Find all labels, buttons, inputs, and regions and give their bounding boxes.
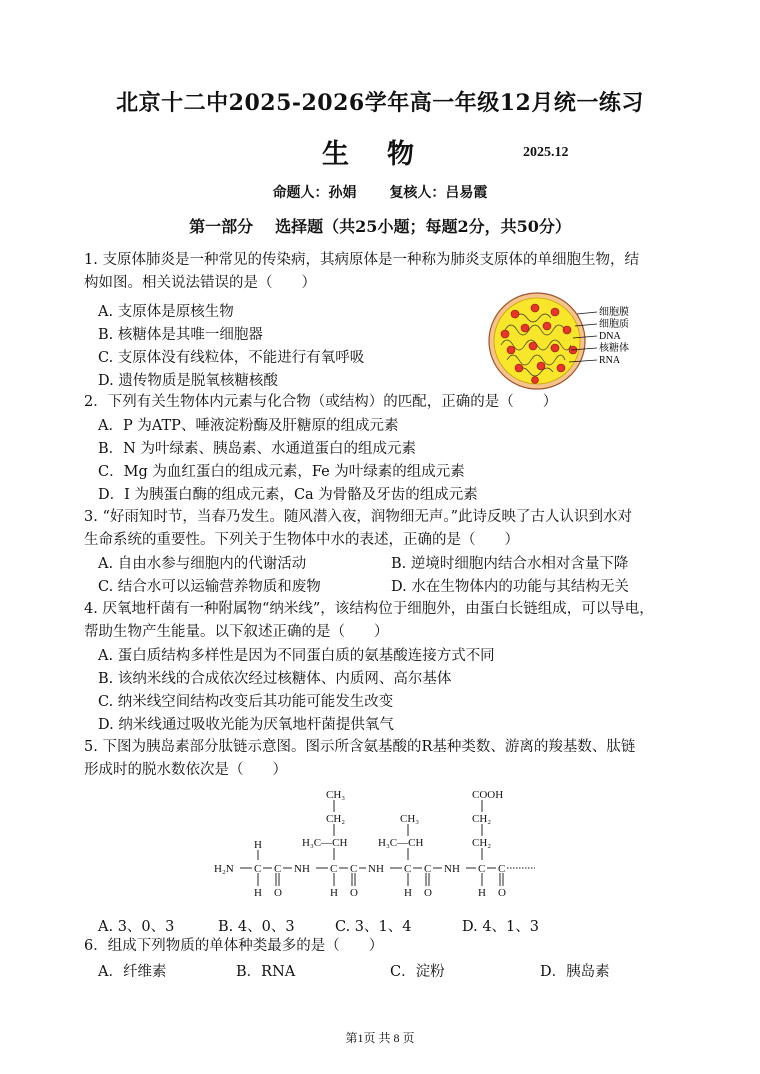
section-heading [0, 214, 760, 237]
q2-option-b: B．N 为叶绿素、胰岛素、水通道蛋白的组成元素 [98, 441, 416, 457]
peptide-structure-diagram [200, 780, 540, 905]
atom-nh: NH [368, 863, 384, 875]
q4-option-c: C. 纳米线空间结构改变后其功能可能发生改变 [98, 694, 394, 710]
mycoplasma-diagram [485, 290, 665, 392]
q1-stem-line2: 构如图。相关说法错误的是（ ） [84, 275, 316, 291]
setter: 命题人：孙娟 [272, 185, 357, 201]
q4-option-b: B. 该纳米线的合成依次经过核糖体、内质网、高尔基体 [98, 671, 452, 687]
atom-c: C [254, 863, 262, 875]
label-rna: RNA [599, 355, 621, 366]
h3c-ch-group: H₃C—CH [378, 837, 424, 849]
cooh-group: COOH [472, 789, 504, 801]
q1-option-c: C. 支原体没有线粒体，不能进行有氧呼吸 [98, 350, 365, 366]
ch3-group: CH₃ [326, 789, 346, 801]
atom-h: H [478, 887, 486, 899]
q2-stem: 2．下列有关生物体内元素与化合物（或结构）的匹配，正确的是（ ） [84, 394, 558, 410]
label-ribosome: 核糖体 [599, 343, 629, 354]
q2-option-c: C．Mg 为血红蛋白的组成元素，Fe 为叶绿素的组成元素 [98, 464, 465, 480]
q1-stem-line1: 1. 支原体肺炎是一种常见的传染病，其病原体是一种称为肺炎支原体的单细胞生物，结 [84, 252, 639, 268]
atom-c: C [424, 863, 432, 875]
subject-title: 生物 [322, 139, 452, 170]
q5-option-a: A. 3、0、3 [98, 919, 175, 935]
atom-nh: NH [444, 863, 460, 875]
exam-date: 2025.12 [523, 145, 569, 160]
q6-option-a: A．纤维素 [98, 964, 167, 980]
section-desc: 选择题（共25小题；每题2分，共50分） [275, 217, 571, 236]
q4-stem-line1: 4. 厌氧地杆菌有一种附属物“纳米线”，该结构位于细胞外，由蛋白长链组成，可以导电， [84, 601, 654, 617]
q5-option-b: B. 4、0、3 [218, 919, 295, 935]
q1-option-d: D. 遗传物质是脱氧核糖核酸 [98, 373, 278, 389]
q4-stem-line2: 帮助生物产生能量。以下叙述正确的是（ ） [84, 624, 389, 640]
q6-option-d: D．胰岛素 [540, 964, 610, 980]
authors-line [0, 182, 760, 202]
ch2-group: CH₂ [472, 813, 492, 825]
atom-h: H [404, 887, 412, 899]
h2n-group: H₂N [214, 863, 234, 875]
atom-c: C [498, 863, 506, 875]
q3-option-c: C. 结合水可以运输营养物质和废物 [98, 579, 321, 595]
reviewer: 复核人：吕易霞 [389, 185, 488, 201]
q6-stem: 6．组成下列物质的单体种类最多的是（ ） [84, 938, 384, 954]
atom-c: C [274, 863, 282, 875]
atom-o: O [498, 887, 506, 899]
q3-stem-line2: 生命系统的重要性。下列关于生物体中水的表述，正确的是（ ） [84, 532, 519, 548]
q5-stem-line2: 形成时的脱水数依次是（ ） [84, 762, 287, 778]
page-number: 第1页 共 8 页 [345, 1031, 415, 1045]
q3-option-b: B. 逆境时细胞内结合水相对含量下降 [391, 556, 629, 572]
h3c-ch-group: H₃C—CH [302, 837, 348, 849]
q4-option-d: D. 纳米线通过吸收光能为厌氧地杆菌提供氧气 [98, 717, 394, 733]
q6-option-b: B．RNA [236, 964, 296, 980]
atom-nh: NH [294, 863, 310, 875]
atom-h: H [330, 887, 338, 899]
q3-stem-line1: 3. “好雨知时节，当春乃发生。随风潜入夜，润物细无声。”此诗反映了古人认识到水对 [84, 509, 633, 525]
q1-option-a: A. 支原体是原核生物 [98, 304, 234, 320]
ch3-group: CH₃ [400, 813, 420, 825]
atom-c: C [478, 863, 486, 875]
ch2-group: CH₂ [472, 837, 492, 849]
q2-option-a: A．P 为ATP、唾液淀粉酶及肝糖原的组成元素 [98, 418, 399, 434]
atom-c: C [350, 863, 358, 875]
section-part: 第一部分 [189, 217, 254, 236]
exam-title: 北京十二中2025-2026学年高一年级12月统一练习 [116, 90, 644, 116]
label-cytoplasm: 细胞质 [599, 319, 629, 330]
label-dna: DNA [599, 331, 621, 342]
q3-option-d: D. 水在生物体内的功能与其结构无关 [391, 579, 629, 595]
q4-option-a: A. 蛋白质结构多样性是因为不同蛋白质的氨基酸连接方式不同 [98, 648, 495, 664]
atom-c: C [330, 863, 338, 875]
atom-o: O [350, 887, 358, 899]
q5-option-d: D. 4、1、3 [462, 919, 540, 935]
label-cell-membrane: 细胞膜 [599, 307, 629, 318]
ch2-group: CH₂ [326, 813, 346, 825]
atom-c: C [404, 863, 412, 875]
atom-o: O [424, 887, 432, 899]
atom-o: O [274, 887, 282, 899]
q5-stem-line1: 5. 下图为胰岛素部分肽链示意图。图示所含氨基酸的R基种类数、游离的羧基数、肽链 [84, 739, 636, 755]
q1-option-b: B. 核糖体是其唯一细胞器 [98, 327, 263, 343]
atom-h: H [254, 839, 262, 851]
atom-h: H [254, 887, 262, 899]
q5-option-c: C. 3、1、4 [335, 919, 412, 935]
q3-option-a: A. 自由水参与细胞内的代谢活动 [98, 556, 307, 572]
q6-option-c: C．淀粉 [390, 964, 445, 980]
q2-option-d: D．I 为胰蛋白酶的组成元素，Ca 为骨骼及牙齿的组成元素 [98, 487, 478, 503]
